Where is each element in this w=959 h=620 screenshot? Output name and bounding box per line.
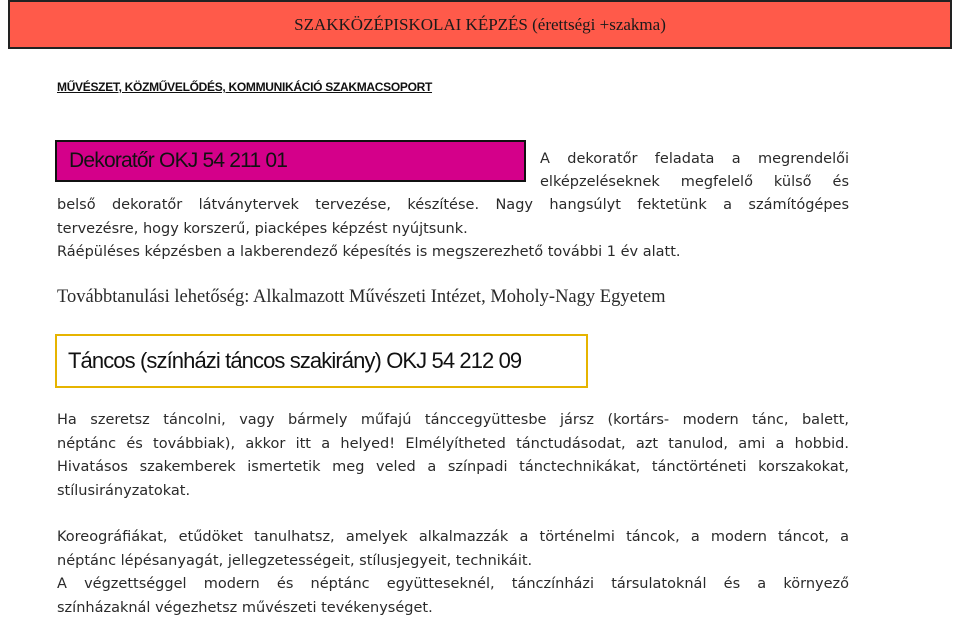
tancos-title: Táncos (színházi táncos szakirány) OKJ 54 212 09 [68,348,522,373]
header-banner [8,0,952,49]
banner-title: SZAKKÖZÉPISKOLAI KÉPZÉS (érettségi +szakma) [294,14,666,34]
tancos-paragraph-1 [57,409,849,503]
dekorator-title: Dekoratőr OKJ 54 211 01 [69,149,288,172]
tancos-line: néptánc és továbbiak), akkor itt a helyed! Elmélyítheted tánctudásodat, azt tanulod, ami a hobbid. [57,435,849,452]
dekorator-intro [540,148,849,194]
group-title: MŰVÉSZET, KÖZMŰVELŐDÉS, KOMMUNIKÁCIÓ SZAKMACSOPORT [57,80,433,94]
tancos-line: stílusirányzatokat. [57,482,191,499]
tancos-line: Ha szeretsz táncolni, vagy bármely műfajú tánccegyüttesbe jársz (kortárs- modern tánc, balett, [57,412,849,428]
dekorator-title-box [55,140,526,182]
tancos-line: néptánc lépésanyagát, jellegzetességeit, stílusjegyeit, technikáit. [57,552,533,569]
tancos-line: Koreográfiákat, etűdöket tanulhatsz, amelyek alkalmazzák a történelmi táncok, a modern táncot, a [57,529,849,545]
further-study-text: Továbbtanulási lehetőség: Alkalmazott Művészeti Intézet, Moholy-Nagy Egyetem [57,287,666,307]
dekorator-intro-line: elképzeléseknek megfelelő külső és [540,174,849,190]
tancos-line: Hivatásos szakemberek ismertetik meg veled a színpadi tánctechnikákat, tánctörténeti korszakokat, [57,459,849,475]
dekorator-line: tervezésre, hogy korszerű, piacképes képzést nyújtsunk. [57,220,468,237]
tancos-line: A végzettséggel modern és néptánc együtteseknél, tánczínházi társulatoknál és a környező [57,576,849,592]
tancos-line: színházaknál végezhetsz művészeti tevékenységet. [57,599,433,616]
dekorator-description [57,194,849,265]
tancos-paragraph-2 [57,526,849,620]
tancos-title-box [55,334,588,388]
dekorator-line: belső dekoratőr látványtervek tervezése, készítése. Nagy hangsúlyt fektetünk a számítógépes [57,197,849,213]
dekorator-line: Ráépüléses képzésben a lakberendező képesítés is megszerezhető további 1 év alatt. [57,244,681,260]
dekorator-intro-line: A dekoratőr feladata a megrendelői [540,151,849,167]
